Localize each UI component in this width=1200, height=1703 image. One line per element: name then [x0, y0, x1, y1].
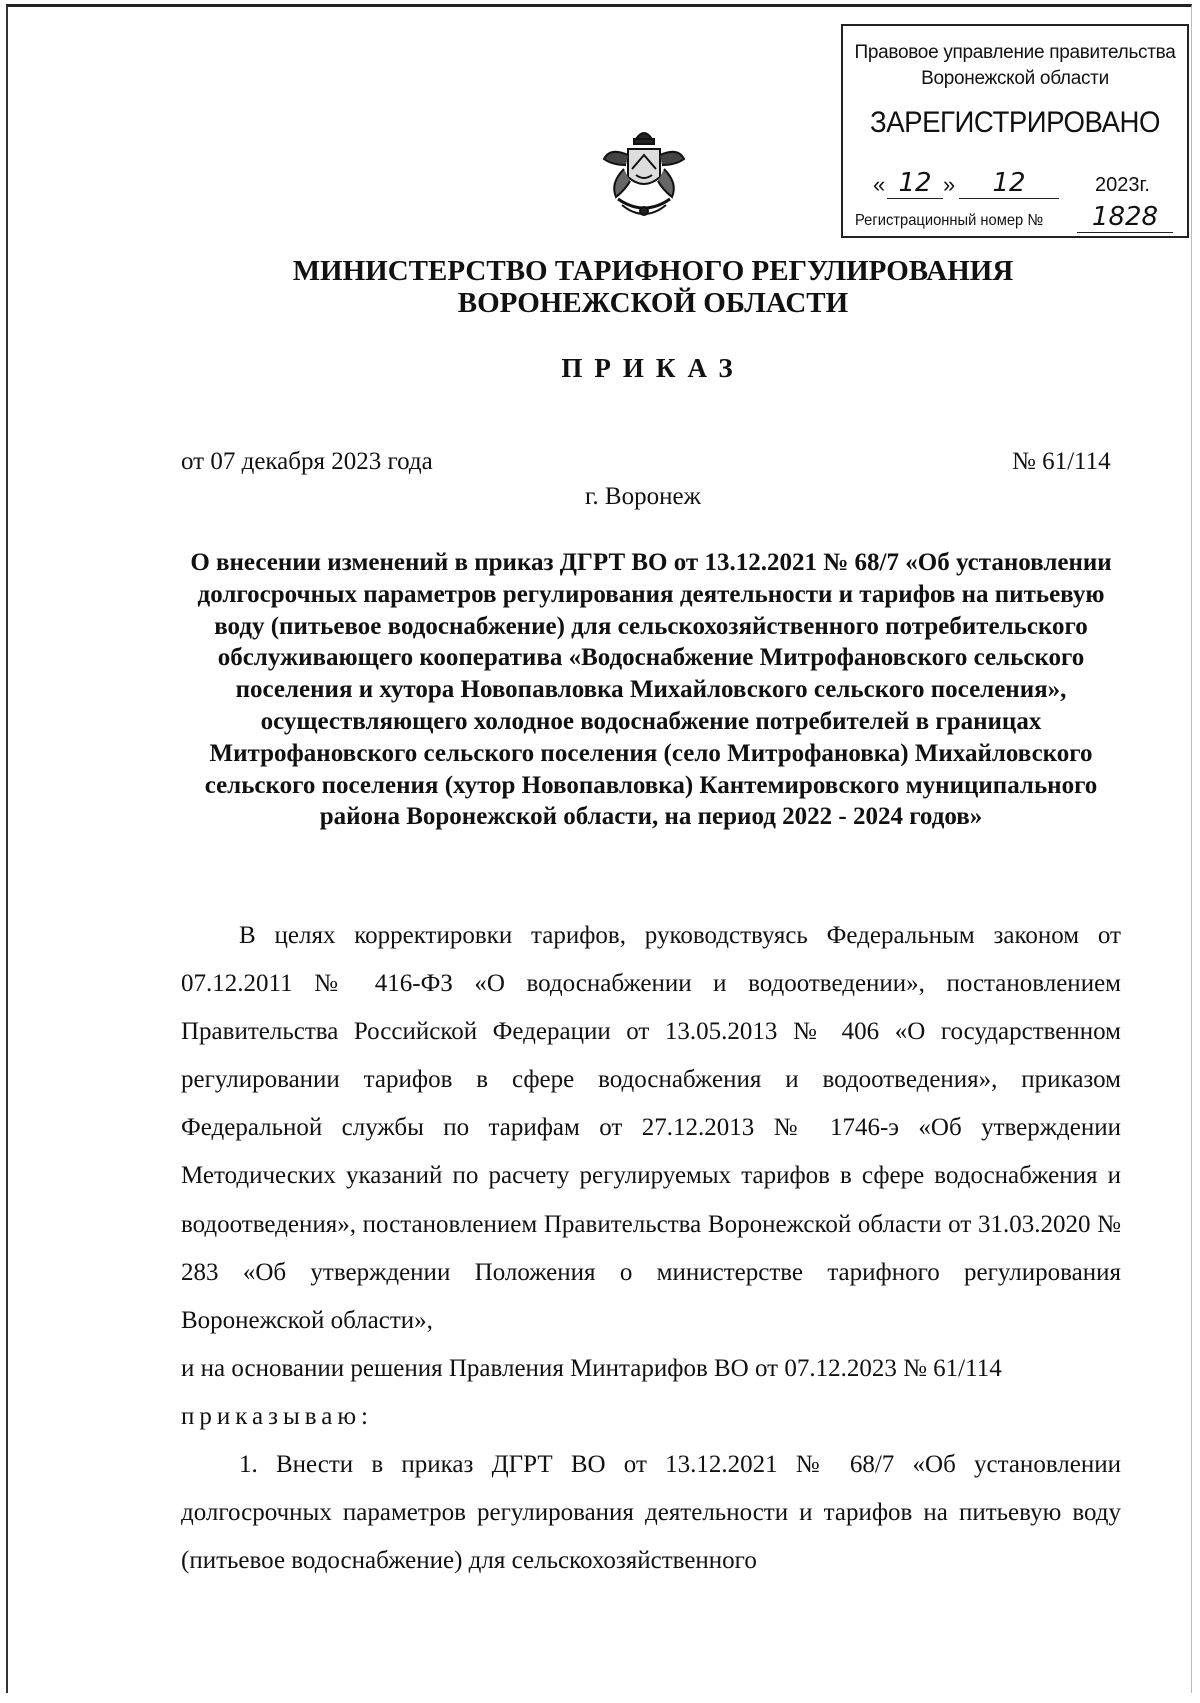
order-date: от 07 декабря 2023 года — [181, 448, 433, 475]
coat-of-arms-icon — [598, 125, 690, 225]
item-1-paragraph: 1. Внести в приказ ДГРТ ВО от 13.12.2021 № 68/7 «Об установлении долгосрочных параметров регулирования деятельности и тарифов на питьевую воду (питьевое водоснабжение) для сельскохозяйственного — [181, 1451, 1121, 1575]
ministry-name-line1: МИНИСТЕРСТВО ТАРИФНОГО РЕГУЛИРОВАНИЯ — [292, 255, 1014, 287]
stamp-date-day: 12 — [887, 168, 943, 199]
ministry-name — [8, 255, 1200, 319]
order-city: г. Воронеж — [585, 483, 701, 510]
stamp-reg-number-row — [855, 202, 1185, 232]
document-page — [6, 4, 1192, 1693]
preamble-paragraph: В целях корректировки тарифов, руководствуясь Федеральным законом от 07.12.2011 № 416-ФЗ «О водоснабжении и водоотведении», постановлением Правительства Российской Федерации от 13.05.2013 № 406 «О государственном регулировании тарифов в сфере водоснабжения и водоотведения», приказом Федеральной службы по тарифам от 27.12.2013 № 1746-э «Об утверждении Методических указаний по расчету регулируемых тарифов в сфере водоснабжения и водоотведения», постановлением Правительства Воронежской области от 31.03.2020 № 283 «Об утверждении Положения о министерстве тарифного регулирования Воронежской области», — [181, 922, 1121, 1334]
ministry-name-line2: ВОРОНЕЖСКОЙ ОБЛАСТИ — [457, 287, 849, 319]
stamp-reg-number-label: Регистрационный номер № — [855, 212, 1044, 229]
stamp-registered-label: ЗАРЕГИСТРИРОВАНО — [869, 106, 1161, 139]
stamp-org-line2: Воронежской области — [921, 68, 1109, 89]
stamp-date-month: 12 — [959, 168, 1059, 199]
stamp-date-year: 2023г. — [1095, 174, 1150, 196]
order-number: № 61/114 — [1012, 448, 1111, 475]
stamp-org-line1: Правовое управление правительства — [854, 42, 1176, 63]
basis-line: и на основании решения Правления Минтарифов ВО от 07.12.2023 № 61/114 — [181, 1354, 1002, 1382]
order-body — [181, 912, 1121, 1585]
orders-word: приказываю: — [181, 1402, 373, 1430]
document-type: ПРИКАЗ — [561, 353, 745, 383]
order-title: О внесении изменений в приказ ДГРТ ВО от 13.12.2021 № 68/7 «Об установлении долгосрочных параметров регулирования деятельности и тарифов на питьевую воду (питьевое водоснабжение) для сельскохозяйственного потребительского обслуживающего кооператива «Водоснабжение Митрофановского сельского поселения и хутора Новопавловка Михайловского сельского поселения», осуществляющего холодное водоснабжение потребителей в границах Митрофановского сельского поселения (село Митрофановка) Михайловского сельского поселения (хутор Новопавловка) Кантемировского муниципального района Воронежской области, на период 2022 - 2024 годов» — [190, 549, 1112, 831]
registration-stamp — [841, 24, 1189, 238]
stamp-reg-number: 1828 — [1077, 202, 1173, 233]
stamp-date: « 12 » 12 2023г. — [873, 168, 1150, 198]
stamp-organization — [843, 40, 1187, 92]
